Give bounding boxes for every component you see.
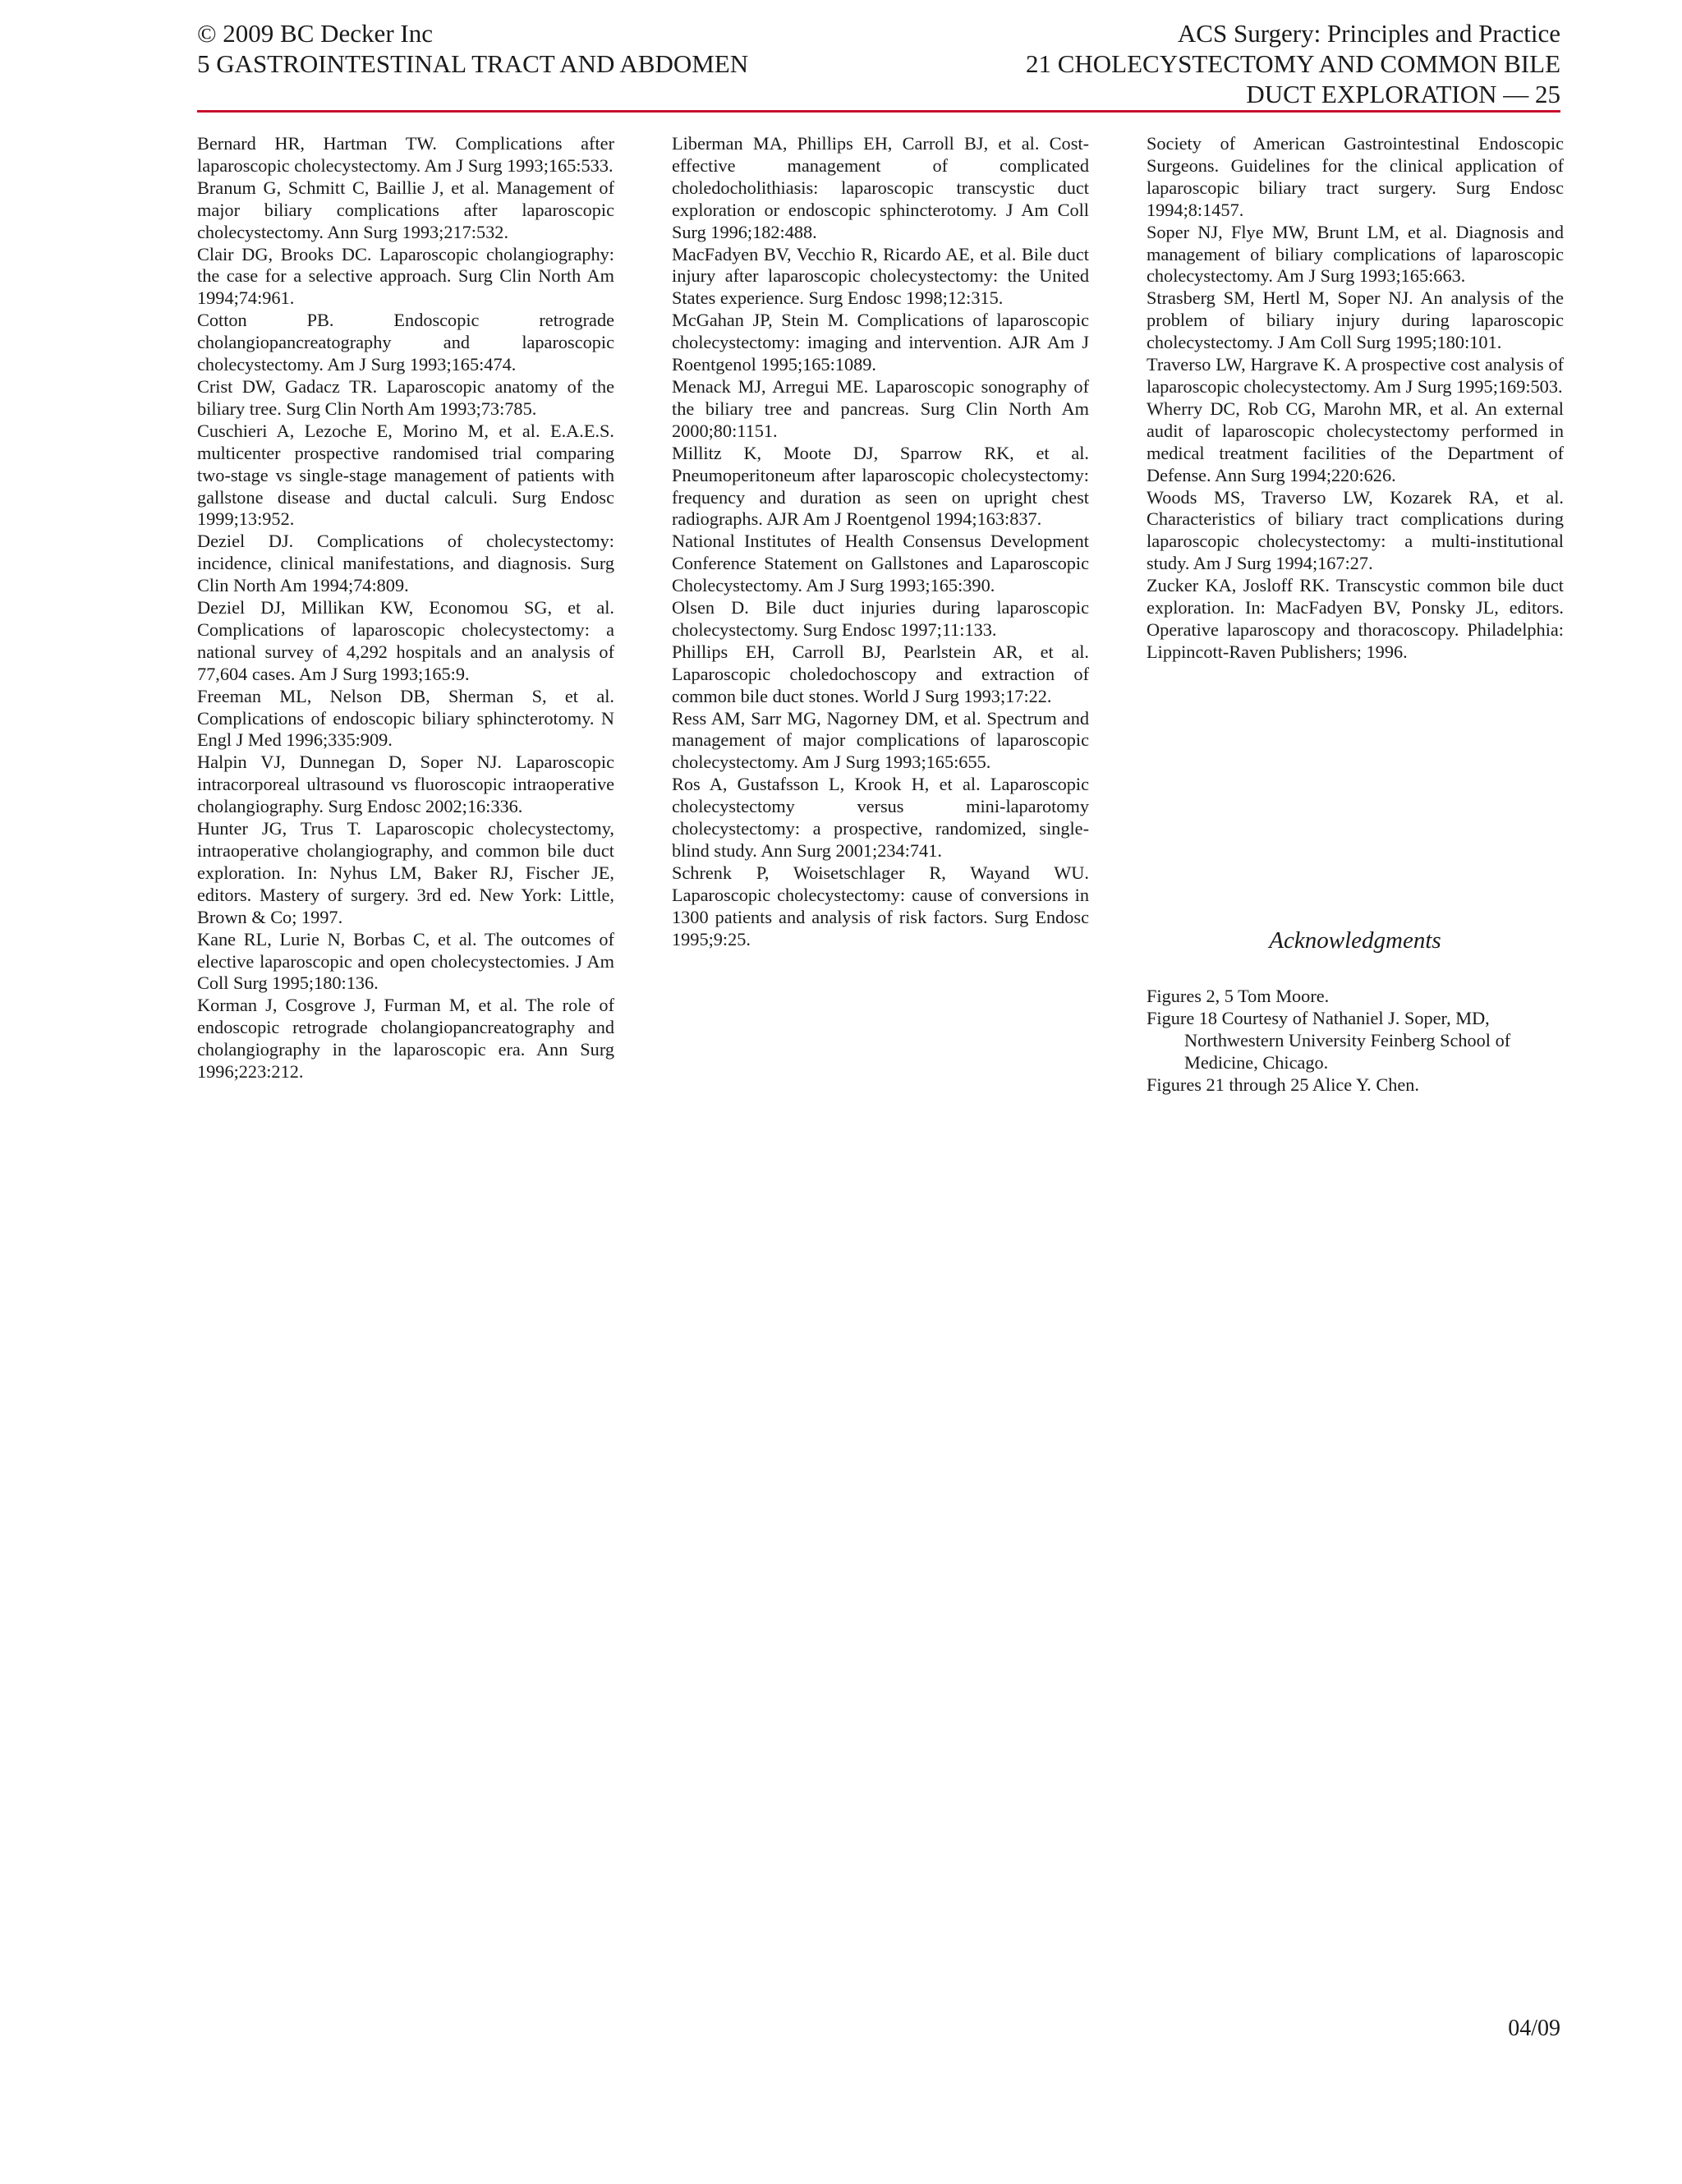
references-column-2 bbox=[672, 133, 1089, 951]
reference-entry: Phillips EH, Carroll BJ, Pearlstein AR, et al. Laparoscopic choledochoscopy and extraction of common bile duct stones. World J Surg 1993;17:22. bbox=[672, 641, 1089, 706]
acknowledgment-item: Figures 2, 5 Tom Moore. bbox=[1147, 986, 1330, 1006]
reference-entry: McGahan JP, Stein M. Complications of laparoscopic cholecystectomy: imaging and intervention. AJR Am J Roentgenol 1995;165:1089. bbox=[672, 310, 1089, 375]
chapter-title-line2: DUCT EXPLORATION — 25 bbox=[1246, 80, 1560, 108]
reference-entry: MacFadyen BV, Vecchio R, Ricardo AE, et al. Bile duct injury after laparoscopic cholecystectomy: the United States experience. Surg Endosc 1998;12:315. bbox=[672, 243, 1089, 309]
reference-entry: Cotton PB. Endoscopic retrograde cholangiopancreatography and laparoscopic cholecystectomy. Am J Surg 1993;165:474. bbox=[197, 310, 614, 375]
reference-entry: Freeman ML, Nelson DB, Sherman S, et al. Complications of endoscopic biliary sphincterotomy. N Engl J Med 1996;335:909. bbox=[197, 685, 614, 751]
reference-entry: Zucker KA, Josloff RK. Transcystic common bile duct exploration. In: MacFadyen BV, Ponsky JL, editors. Operative laparoscopy and thoracoscopy. Philadelphia: Lippincott-Raven Publishers; 1996. bbox=[1147, 575, 1564, 662]
header-rule bbox=[197, 110, 1560, 113]
reference-entry: Schrenk P, Woisetschlager R, Wayand WU. Laparoscopic cholecystectomy: cause of conversions in 1300 patients and analysis of risk factors. Surg Endosc 1995;9:25. bbox=[672, 862, 1089, 949]
reference-entry: Crist DW, Gadacz TR. Laparoscopic anatomy of the biliary tree. Surg Clin North Am 1993;73:785. bbox=[197, 375, 614, 419]
acknowledgment-item: Figure 18 Courtesy of Nathaniel J. Soper, MD, Northwestern University Feinberg School of Medicine, Chicago. bbox=[1147, 1007, 1511, 1073]
reference-entry: Halpin VJ, Dunnegan D, Soper NJ. Laparoscopic intracorporeal ultrasound vs fluoroscopic intraoperative cholangiography. Surg Endosc 2002;16:336. bbox=[197, 752, 614, 817]
book-title: ACS Surgery: Principles and Practice bbox=[1177, 19, 1560, 48]
acknowledgment-item: Figures 21 through 25 Alice Y. Chen. bbox=[1147, 1074, 1419, 1095]
reference-entry: Cuschieri A, Lezoche E, Morino M, et al. E.A.E.S. multicenter prospective randomised trial comparing two-stage vs single-stage management of patients with gallstone disease and ductal calculi. Surg Endosc 1999;13:952. bbox=[197, 420, 614, 530]
reference-entry: Menack MJ, Arregui ME. Laparoscopic sonography of the biliary tree and pancreas. Surg Clin North Am 2000;80:1151. bbox=[672, 375, 1089, 441]
reference-entry: Deziel DJ. Complications of cholecystectomy: incidence, clinical manifestations, and diagnosis. Surg Clin North Am 1994;74:809. bbox=[197, 531, 614, 596]
acknowledgments-list bbox=[1147, 986, 1564, 1097]
reference-entry: Woods MS, Traverso LW, Kozarek RA, et al. Characteristics of biliary tract complications during laparoscopic cholecystectomy: a multi-institutional study. Am J Surg 1994;167:27. bbox=[1147, 486, 1564, 574]
reference-entry: Traverso LW, Hargrave K. A prospective cost analysis of laparoscopic cholecystectomy. Am J Surg 1995;169:503. bbox=[1147, 354, 1564, 397]
reference-entry: National Institutes of Health Consensus Development Conference Statement on Gallstones and Laparoscopic Cholecystectomy. Am J Surg 1993;165:390. bbox=[672, 531, 1089, 596]
reference-entry: Liberman MA, Phillips EH, Carroll BJ, et al. Cost-effective management of complicated choledocholithiasis: laparoscopic transcystic duct exploration or endoscopic sphincterotomy. J Am Coll Surg 1996;182:488. bbox=[672, 133, 1089, 242]
reference-entry: Strasberg SM, Hertl M, Soper NJ. An analysis of the problem of biliary injury during laparoscopic cholecystectomy. J Am Coll Surg 1995;180:101. bbox=[1147, 287, 1564, 353]
reference-entry: Ress AM, Sarr MG, Nagorney DM, et al. Spectrum and management of major complications of laparoscopic cholecystectomy. Am J Surg 1993;165:655. bbox=[672, 707, 1089, 773]
copyright-line: © 2009 BC Decker Inc bbox=[197, 19, 433, 48]
reference-entry: Hunter JG, Trus T. Laparoscopic cholecystectomy, intraoperative cholangiography, and common bile duct exploration. In: Nyhus LM, Baker RJ, Fischer JE, editors. Mastery of surgery. 3rd ed. New York: Little, Brown & Co; 1997. bbox=[197, 818, 614, 927]
references-column-3 bbox=[1147, 133, 1564, 664]
chapter-title-line1: 21 CHOLECYSTECTOMY AND COMMON BILE bbox=[1025, 49, 1560, 78]
acknowledgments-heading: Acknowledgments bbox=[1269, 927, 1441, 954]
reference-entry: Soper NJ, Flye MW, Brunt LM, et al. Diagnosis and management of biliary complications of laparoscopic cholecystectomy. Am J Surg 1993;165:663. bbox=[1147, 221, 1564, 287]
reference-entry: Ros A, Gustafsson L, Krook H, et al. Laparoscopic cholecystectomy versus mini-laparotomy cholecystectomy: a prospective, randomized, single-blind study. Ann Surg 2001;234:741. bbox=[672, 774, 1089, 861]
section-title: 5 GASTROINTESTINAL TRACT AND ABDOMEN bbox=[197, 49, 749, 78]
reference-entry: Kane RL, Lurie N, Borbas C, et al. The outcomes of elective laparoscopic and open cholecystectomies. J Am Coll Surg 1995;180:136. bbox=[197, 928, 614, 994]
issue-date: 04/09 bbox=[1508, 2016, 1560, 2041]
header-left bbox=[197, 18, 748, 79]
reference-entry: Olsen D. Bile duct injuries during laparoscopic cholecystectomy. Surg Endosc 1997;11:133. bbox=[672, 597, 1089, 640]
reference-entry: Bernard HR, Hartman TW. Complications after laparoscopic cholecystectomy. Am J Surg 1993;165:533. bbox=[197, 133, 614, 176]
reference-entry: Wherry DC, Rob CG, Marohn MR, et al. An external audit of laparoscopic cholecystectomy performed in medical treatment facilities of the Department of Defense. Ann Surg 1994;220:626. bbox=[1147, 398, 1564, 485]
reference-entry: Society of American Gastrointestinal Endoscopic Surgeons. Guidelines for the clinical application of laparoscopic biliary tract surgery. Surg Endosc 1994;8:1457. bbox=[1147, 133, 1564, 220]
reference-entry: Korman J, Cosgrove J, Furman M, et al. The role of endoscopic retrograde cholangiopancreatography and cholangiography in the laparoscopic era. Ann Surg 1996;223:212. bbox=[197, 995, 614, 1083]
header-right bbox=[1026, 18, 1560, 109]
references-column-1 bbox=[197, 133, 614, 1083]
reference-entry: Deziel DJ, Millikan KW, Economou SG, et al. Complications of laparoscopic cholecystectomy: a national survey of 4,292 hospitals and an analysis of 77,604 cases. Am J Surg 1993;165:9. bbox=[197, 597, 614, 684]
reference-entry: Clair DG, Brooks DC. Laparoscopic cholangiography: the case for a selective approach. Surg Clin North Am 1994;74:961. bbox=[197, 243, 614, 309]
reference-entry: Millitz K, Moote DJ, Sparrow RK, et al. Pneumoperitoneum after laparoscopic cholecystectomy: frequency and duration as seen on upright chest radiographs. AJR Am J Roentgenol 1994;163:837. bbox=[672, 442, 1089, 530]
reference-entry: Branum G, Schmitt C, Baillie J, et al. Management of major biliary complications after laparoscopic cholecystectomy. Ann Surg 1993;217:532. bbox=[197, 177, 614, 242]
